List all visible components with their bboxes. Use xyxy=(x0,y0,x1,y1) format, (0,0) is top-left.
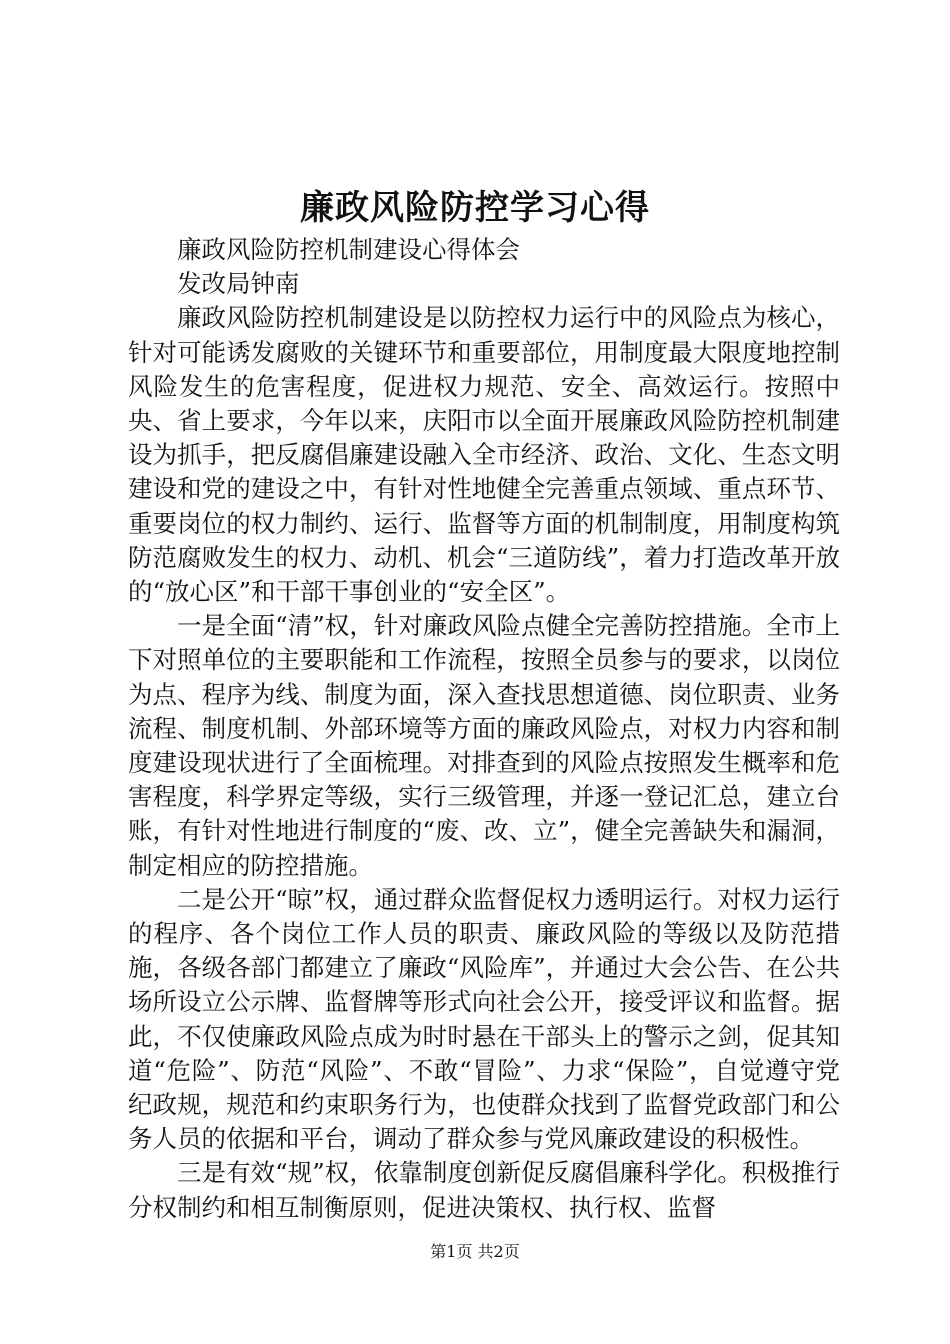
document-body xyxy=(128,233,840,1225)
author-paragraph: 发改局钟南 xyxy=(177,269,300,299)
point-two-paragraph: 二是公开“晾”权，通过群众监督促权力透明运行。对权力运行的程序、各个岗位工作人员的职责、廉政风险的等级以及防范措施，各级各部门都建立了廉政“风险库”，并通过大会公告、在公共场所设立公示牌、监督牌等形式向社会公开，接受评议和监督。据此，不仅使廉政风险点成为时时悬在干部头上的警示之剑，促其知道“危险”、防范“风险”、不敢“冒险”、力求“保险”，自觉遵守党纪政规，规范和约束职务行为，也使群众找到了监督党政部门和公务人员的依据和平台，调动了群众参与党风廉政建设的积极性。 xyxy=(128,884,840,1154)
point-one-paragraph: 一是全面“清”权，针对廉政风险点健全完善防控措施。全市上下对照单位的主要职能和工作流程，按照全员参与的要求，以岗位为点、程序为线、制度为面，深入查找思想道德、岗位职责、业务流程、制度机制、外部环境等方面的廉政风险点，对权力内容和制度建设现状进行了全面梳理。对排查到的风险点按照发生概率和危害程度，科学界定等级，实行三级管理，并逐一登记汇总，建立台账，有针对性地进行制度的“废、改、立”，健全完善缺失和漏洞，制定相应的防控措施。 xyxy=(128,611,840,880)
subtitle-paragraph: 廉政风险防控机制建设心得体会 xyxy=(177,235,520,264)
document-title: 廉政风险防控学习心得 xyxy=(300,188,650,228)
intro-paragraph: 廉政风险防控机制建设是以防控权力运行中的风险点为核心，针对可能诱发腐败的关键环节和重要部位，用制度最大限度地控制风险发生的危害程度，促进权力规范、安全、高效运行。按照中央、省上要求，今年以来，庆阳市以全面开展廉政风险防控机制建设为抓手，把反腐倡廉建设融入全市经济、政治、文化、生态文明建设和党的建设之中，有针对性地健全完善重点领域、重点环节、重要岗位的权力制约、运行、监督等方面的机制制度，用制度构筑防范腐败发生的权力、动机、机会“三道防线”，着力打造改革开放的“放心区”和干部干事创业的“安全区”。 xyxy=(128,303,840,607)
point-three-paragraph: 三是有效“规”权，依靠制度创新促反腐倡廉科学化。积极推行分权制约和相互制衡原则，促进决策权、执行权、监督 xyxy=(128,1158,840,1222)
page-number-footer: 第1页 共2页 xyxy=(430,1242,520,1261)
